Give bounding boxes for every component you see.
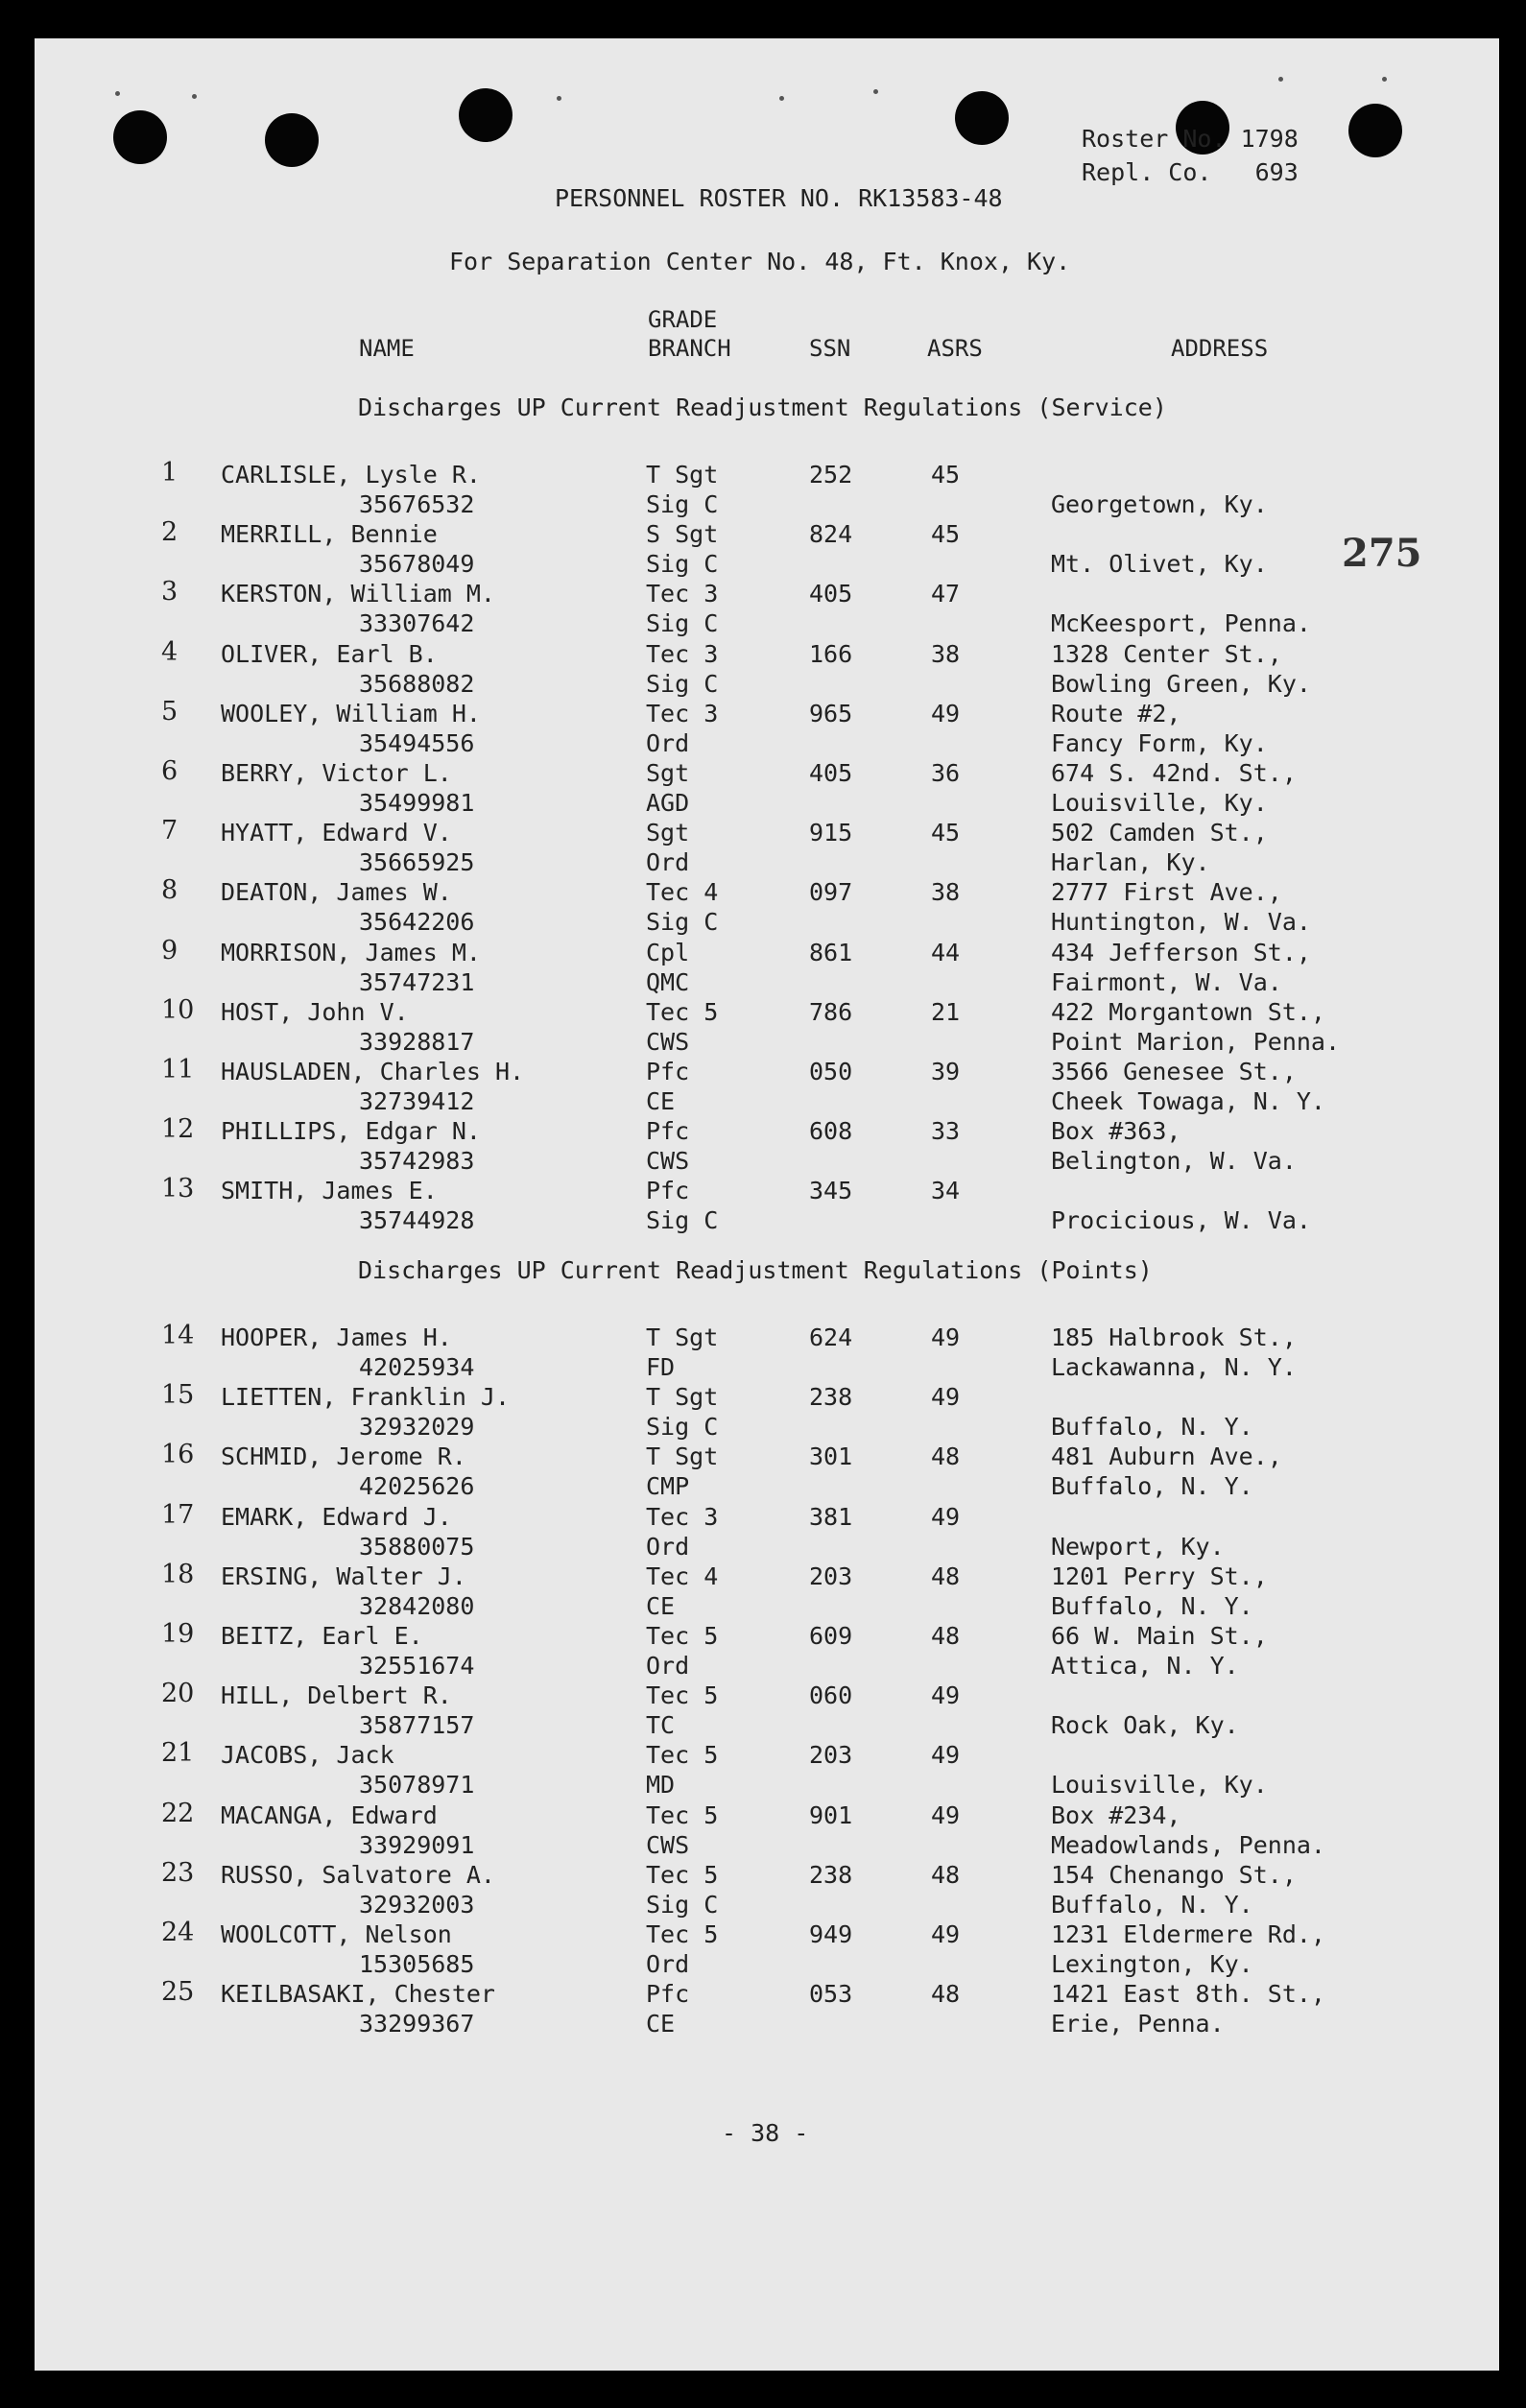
ssn: 405	[809, 580, 853, 608]
branch: CE	[646, 2010, 676, 2038]
asrs-score: 39	[931, 1058, 961, 1085]
row-number: 17	[161, 1499, 195, 1530]
punch-hole	[1348, 104, 1402, 157]
asrs-score: 48	[931, 1442, 961, 1471]
row-number: 1	[161, 458, 179, 488]
row-number: 5	[161, 696, 179, 727]
soldier-name: KEILBASAKI, Chester	[221, 1980, 495, 2009]
address-line-2: Georgetown, Ky.	[1051, 490, 1268, 518]
asrs-score: 49	[931, 1741, 961, 1770]
ssn: 050	[809, 1058, 853, 1085]
asrs-score: 49	[931, 1383, 961, 1412]
address-line-1: 481 Auburn Ave.,	[1051, 1442, 1282, 1471]
soldier-name: HOOPER, James H.	[221, 1323, 452, 1351]
grade: Tec 3	[646, 639, 719, 668]
branch: Sig C	[646, 550, 719, 579]
soldier-name: MACANGA, Edward	[221, 1800, 438, 1829]
grade: Sgt	[646, 819, 690, 847]
grade: Cpl	[646, 938, 690, 966]
branch: Sig C	[646, 908, 719, 937]
branch: Sig C	[646, 669, 719, 698]
ssn: 060	[809, 1681, 853, 1710]
serial-number: 33929091	[359, 1830, 475, 1859]
ssn: 203	[809, 1562, 853, 1590]
branch: CWS	[646, 1830, 690, 1859]
address-line-1: 502 Camden St.,	[1051, 819, 1268, 847]
asrs-score: 49	[931, 1681, 961, 1710]
address-line-2: Louisville, Ky.	[1051, 789, 1268, 817]
soldier-name: BEITZ, Earl E.	[221, 1622, 423, 1650]
asrs-score: 49	[931, 1800, 961, 1829]
grade: Tec 3	[646, 699, 719, 727]
address-line-2: Rock Oak, Ky.	[1051, 1711, 1239, 1740]
soldier-name: SCHMID, Jerome R.	[221, 1442, 466, 1471]
section-heading: Discharges UP Current Readjustment Regulations (Points)	[358, 1256, 1153, 1284]
asrs-score: 49	[931, 1323, 961, 1351]
soldier-name: SMITH, James E.	[221, 1177, 438, 1205]
ssn: 624	[809, 1323, 853, 1351]
serial-number: 42025626	[359, 1472, 475, 1501]
grade: Tec 5	[646, 1741, 719, 1770]
branch: CWS	[646, 1147, 690, 1176]
grade: Pfc	[646, 1117, 690, 1146]
address-line-1: 154 Chenango St.,	[1051, 1860, 1297, 1889]
row-number: 25	[161, 1977, 195, 2008]
row-number: 14	[161, 1321, 195, 1350]
address-line-1: Route #2,	[1051, 699, 1181, 727]
serial-number: 15305685	[359, 1950, 475, 1978]
branch: FD	[646, 1353, 676, 1381]
serial-number: 35688082	[359, 669, 475, 698]
grade: T Sgt	[646, 1383, 719, 1412]
soldier-name: ERSING, Walter J.	[221, 1562, 466, 1590]
serial-number: 35880075	[359, 1532, 475, 1561]
row-number: 12	[161, 1114, 195, 1145]
soldier-name: HYATT, Edward V.	[221, 819, 452, 847]
serial-number: 35747231	[359, 967, 475, 996]
asrs-score: 38	[931, 639, 961, 668]
serial-number: 33928817	[359, 1027, 475, 1056]
asrs-score: 48	[931, 1622, 961, 1650]
stamped-page-number: 275	[1342, 531, 1422, 576]
grade: Tec 4	[646, 878, 719, 907]
branch: Sig C	[646, 1890, 719, 1919]
address-line-2: Meadowlands, Penna.	[1051, 1830, 1325, 1859]
grade: Tec 5	[646, 997, 719, 1026]
grade: Tec 3	[646, 1502, 719, 1531]
ssn: 915	[809, 819, 853, 847]
serial-number: 35742983	[359, 1147, 475, 1176]
soldier-name: LIETTEN, Franklin J.	[221, 1383, 511, 1412]
asrs-score: 33	[931, 1117, 961, 1146]
column-header-asrs: ASRS	[927, 335, 983, 362]
grade: Tec 5	[646, 1860, 719, 1889]
address-line-1: 185 Halbrook St.,	[1051, 1323, 1297, 1351]
grade: S Sgt	[646, 520, 719, 549]
serial-number: 33307642	[359, 609, 475, 638]
ssn: 238	[809, 1383, 853, 1412]
asrs-score: 38	[931, 878, 961, 907]
soldier-name: CARLISLE, Lysle R.	[221, 461, 481, 489]
address-line-2: Huntington, W. Va.	[1051, 908, 1311, 937]
grade: T Sgt	[646, 1442, 719, 1471]
grade: T Sgt	[646, 461, 719, 489]
address-line-1: Box #363,	[1051, 1117, 1181, 1146]
row-number: 13	[161, 1174, 195, 1204]
serial-number: 35676532	[359, 490, 475, 518]
ssn: 381	[809, 1502, 853, 1531]
ssn: 901	[809, 1800, 853, 1829]
ssn: 345	[809, 1177, 853, 1205]
soldier-name: MORRISON, James M.	[221, 938, 481, 966]
soldier-name: BERRY, Victor L.	[221, 759, 452, 787]
soldier-name: OLIVER, Earl B.	[221, 639, 438, 668]
branch: QMC	[646, 967, 690, 996]
address-line-2: Bowling Green, Ky.	[1051, 669, 1311, 698]
grade: Pfc	[646, 1177, 690, 1205]
branch: Sig C	[646, 609, 719, 638]
asrs-score: 45	[931, 819, 961, 847]
grade: Tec 5	[646, 1800, 719, 1829]
branch: MD	[646, 1771, 676, 1800]
branch: Ord	[646, 728, 690, 757]
asrs-score: 45	[931, 520, 961, 549]
grade: Tec 5	[646, 1681, 719, 1710]
address-line-2: Procicious, W. Va.	[1051, 1206, 1311, 1235]
address-line-2: Attica, N. Y.	[1051, 1652, 1239, 1680]
grade: Sgt	[646, 759, 690, 787]
branch: Ord	[646, 1532, 690, 1561]
column-header-ssn: SSN	[809, 335, 851, 362]
address-line-2: Buffalo, N. Y.	[1051, 1591, 1253, 1620]
serial-number: 35499981	[359, 789, 475, 817]
address-line-2: Newport, Ky.	[1051, 1532, 1225, 1561]
address-line-1: 434 Jefferson St.,	[1051, 938, 1311, 966]
serial-number: 35678049	[359, 550, 475, 579]
grade: Tec 5	[646, 1622, 719, 1650]
row-number: 23	[161, 1857, 195, 1888]
serial-number: 32932003	[359, 1890, 475, 1919]
grade: Pfc	[646, 1058, 690, 1085]
row-number: 22	[161, 1798, 195, 1828]
branch: Sig C	[646, 1206, 719, 1235]
address-line-2: Point Marion, Penna.	[1051, 1027, 1341, 1056]
address-line-2: Harlan, Ky.	[1051, 848, 1210, 877]
row-number: 10	[161, 994, 195, 1025]
asrs-score: 45	[931, 461, 961, 489]
soldier-name: EMARK, Edward J.	[221, 1502, 452, 1531]
branch: Ord	[646, 1652, 690, 1680]
ssn: 252	[809, 461, 853, 489]
ssn: 786	[809, 997, 853, 1026]
row-number: 7	[161, 816, 179, 846]
address-line-2: Cheek Towaga, N. Y.	[1051, 1087, 1325, 1115]
row-number: 6	[161, 756, 179, 786]
address-line-2: Fairmont, W. Va.	[1051, 967, 1282, 996]
ssn: 097	[809, 878, 853, 907]
address-line-1: 2777 First Ave.,	[1051, 878, 1282, 907]
paper-speck	[192, 94, 197, 99]
ssn: 166	[809, 639, 853, 668]
serial-number: 35665925	[359, 848, 475, 877]
soldier-name: JACOBS, Jack	[221, 1741, 394, 1770]
address-line-2: McKeesport, Penna.	[1051, 609, 1311, 638]
soldier-name: KERSTON, William M.	[221, 580, 495, 608]
address-line-2: Lackawanna, N. Y.	[1051, 1353, 1297, 1381]
address-line-1: 66 W. Main St.,	[1051, 1622, 1268, 1650]
footer-page-number: - 38 -	[722, 2119, 809, 2147]
serial-number: 32551674	[359, 1652, 475, 1680]
paper-speck	[1382, 77, 1387, 82]
address-line-2: Buffalo, N. Y.	[1051, 1413, 1253, 1442]
row-number: 2	[161, 517, 179, 548]
serial-number: 35877157	[359, 1711, 475, 1740]
grade: Tec 5	[646, 1920, 719, 1948]
ssn: 609	[809, 1622, 853, 1650]
address-line-1: 1231 Eldermere Rd.,	[1051, 1920, 1325, 1948]
asrs-score: 44	[931, 938, 961, 966]
soldier-name: HILL, Delbert R.	[221, 1681, 452, 1710]
asrs-score: 47	[931, 580, 961, 608]
column-header-name: NAME	[359, 335, 415, 362]
row-number: 15	[161, 1380, 195, 1411]
row-number: 9	[161, 935, 179, 966]
address-line-2: Louisville, Ky.	[1051, 1771, 1268, 1800]
row-number: 20	[161, 1679, 195, 1709]
page-subtitle: For Separation Center No. 48, Ft. Knox, Ky.	[449, 248, 1071, 275]
address-line-2: Buffalo, N. Y.	[1051, 1472, 1253, 1501]
paper-speck	[1278, 77, 1283, 82]
address-line-1: 1201 Perry St.,	[1051, 1562, 1268, 1590]
address-line-1: 422 Morgantown St.,	[1051, 997, 1325, 1026]
address-line-2: Mt. Olivet, Ky.	[1051, 550, 1268, 579]
row-number: 21	[161, 1738, 195, 1769]
branch: AGD	[646, 789, 690, 817]
serial-number: 32842080	[359, 1591, 475, 1620]
ssn: 824	[809, 520, 853, 549]
row-number: 11	[161, 1055, 195, 1085]
ssn: 965	[809, 699, 853, 727]
ssn: 203	[809, 1741, 853, 1770]
address-line-1: 1421 East 8th. St.,	[1051, 1980, 1325, 2009]
serial-number: 42025934	[359, 1353, 475, 1381]
soldier-name: HOST, John V.	[221, 997, 409, 1026]
soldier-name: MERRILL, Bennie	[221, 520, 438, 549]
serial-number: 35642206	[359, 908, 475, 937]
ssn: 301	[809, 1442, 853, 1471]
column-header-grade: GRADE	[648, 306, 718, 333]
asrs-score: 49	[931, 1502, 961, 1531]
section-heading: Discharges UP Current Readjustment Regulations (Service)	[358, 393, 1167, 421]
paper-speck	[557, 96, 561, 101]
branch: TC	[646, 1711, 676, 1740]
ssn: 405	[809, 759, 853, 787]
serial-number: 35078971	[359, 1771, 475, 1800]
branch: CWS	[646, 1027, 690, 1056]
soldier-name: WOOLCOTT, Nelson	[221, 1920, 452, 1948]
ssn: 861	[809, 938, 853, 966]
branch: CMP	[646, 1472, 690, 1501]
ssn: 053	[809, 1980, 853, 2009]
punch-hole	[955, 91, 1009, 145]
row-number: 19	[161, 1619, 195, 1649]
row-number: 8	[161, 875, 179, 906]
punch-hole	[459, 88, 513, 142]
branch: Ord	[646, 1950, 690, 1978]
branch: CE	[646, 1087, 676, 1115]
row-number: 4	[161, 636, 179, 667]
asrs-score: 48	[931, 1980, 961, 2009]
address-line-1: Box #234,	[1051, 1800, 1181, 1829]
row-number: 3	[161, 577, 179, 608]
soldier-name: DEATON, James W.	[221, 878, 452, 907]
punch-hole	[265, 113, 319, 167]
address-line-2: Buffalo, N. Y.	[1051, 1890, 1253, 1919]
page-title: PERSONNEL ROSTER NO. RK13583-48	[555, 184, 1003, 212]
branch: Ord	[646, 848, 690, 877]
address-line-2: Erie, Penna.	[1051, 2010, 1225, 2038]
branch: Sig C	[646, 1413, 719, 1442]
address-line-1: 1328 Center St.,	[1051, 639, 1282, 668]
grade: Tec 3	[646, 580, 719, 608]
serial-number: 32739412	[359, 1087, 475, 1115]
serial-number: 32932029	[359, 1413, 475, 1442]
asrs-score: 48	[931, 1860, 961, 1889]
address-line-1: 3566 Genesee St.,	[1051, 1058, 1297, 1085]
address-line-1: 674 S. 42nd. St.,	[1051, 759, 1297, 787]
asrs-score: 49	[931, 1920, 961, 1948]
asrs-score: 21	[931, 997, 961, 1026]
soldier-name: WOOLEY, William H.	[221, 699, 481, 727]
asrs-score: 36	[931, 759, 961, 787]
punch-hole	[113, 110, 167, 164]
address-line-2: Belington, W. Va.	[1051, 1147, 1297, 1176]
asrs-score: 48	[931, 1562, 961, 1590]
paper-speck	[779, 96, 784, 101]
soldier-name: PHILLIPS, Edgar N.	[221, 1117, 481, 1146]
asrs-score: 34	[931, 1177, 961, 1205]
ssn: 949	[809, 1920, 853, 1948]
asrs-score: 49	[931, 699, 961, 727]
row-number: 18	[161, 1559, 195, 1589]
column-header-address: ADDRESS	[1171, 335, 1269, 362]
serial-number: 35744928	[359, 1206, 475, 1235]
paper-speck	[873, 89, 878, 94]
roster-number: Roster No. 1798	[1082, 125, 1299, 153]
grade: Tec 4	[646, 1562, 719, 1590]
row-number: 24	[161, 1918, 195, 1947]
grade: T Sgt	[646, 1323, 719, 1351]
column-header-branch: BRANCH	[648, 335, 731, 362]
row-number: 16	[161, 1440, 195, 1470]
ssn: 238	[809, 1860, 853, 1889]
address-line-2: Lexington, Ky.	[1051, 1950, 1253, 1978]
serial-number: 33299367	[359, 2010, 475, 2038]
address-line-2: Fancy Form, Ky.	[1051, 728, 1268, 757]
paper-speck	[115, 91, 120, 96]
ssn: 608	[809, 1117, 853, 1146]
branch: CE	[646, 1591, 676, 1620]
serial-number: 35494556	[359, 728, 475, 757]
replacement-company: Repl. Co. 693	[1082, 158, 1299, 186]
soldier-name: HAUSLADEN, Charles H.	[221, 1058, 525, 1085]
branch: Sig C	[646, 490, 719, 518]
grade: Pfc	[646, 1980, 690, 2009]
soldier-name: RUSSO, Salvatore A.	[221, 1860, 495, 1889]
